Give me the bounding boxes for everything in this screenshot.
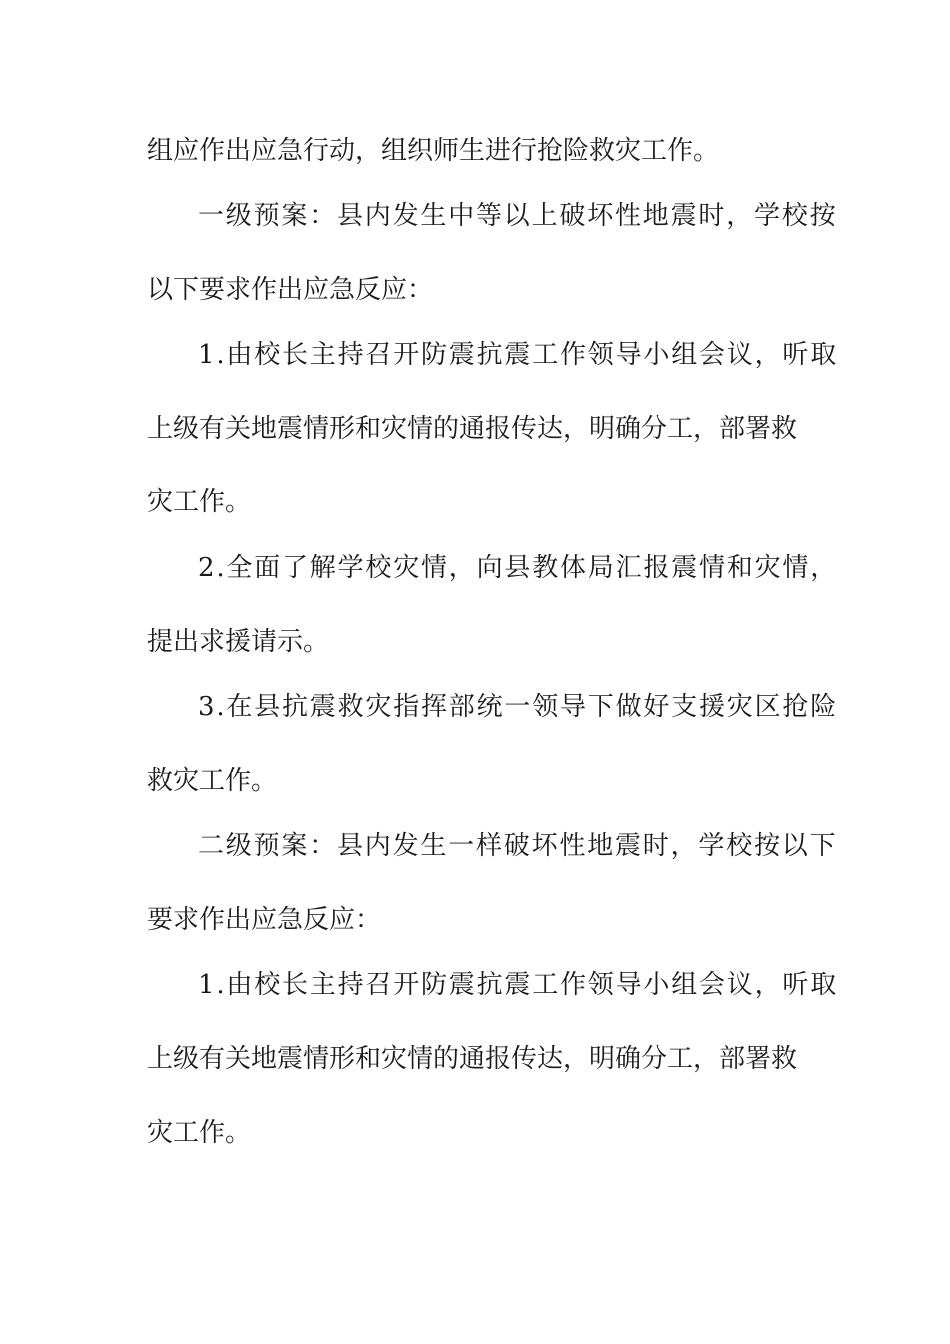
- text-line-item-1: 1.由校长主持召开防震抗震工作领导小组会议，听取: [198, 970, 839, 1000]
- text-line-item-1: 1.由校长主持召开防震抗震工作领导小组会议，听取: [198, 340, 839, 370]
- text-line-level2-plan-heading: 二级预案：县内发生一样破坏性地震时，学校按以下: [198, 831, 838, 861]
- text-line: 上级有关地震情形和灾情的通报传达，明确分工，部署救: [147, 1044, 798, 1074]
- text-line-level1-plan-heading: 一级预案：县内发生中等以上破坏性地震时，学校按: [198, 201, 838, 231]
- text-line: 上级有关地震情形和灾情的通报传达，明确分工，部署救: [147, 414, 798, 444]
- text-line: 救灾工作。: [147, 766, 278, 796]
- text-line: 灾工作。: [147, 487, 252, 517]
- text-line-item-3: 3.在县抗震救灾指挥部统一领导下做好支援灾区抢险: [198, 692, 839, 722]
- text-line-continuation: 组应作出应急行动，组织师生进行抢险救灾工作。: [147, 136, 720, 166]
- text-line: 提出求援请示。: [147, 627, 330, 657]
- text-line: 要求作出应急反应：: [147, 905, 382, 935]
- text-line: 灾工作。: [147, 1118, 252, 1148]
- text-line-item-2: 2.全面了解学校灾情，向县教体局汇报震情和灾情，: [198, 553, 839, 583]
- text-line: 以下要求作出应急反应：: [147, 275, 434, 305]
